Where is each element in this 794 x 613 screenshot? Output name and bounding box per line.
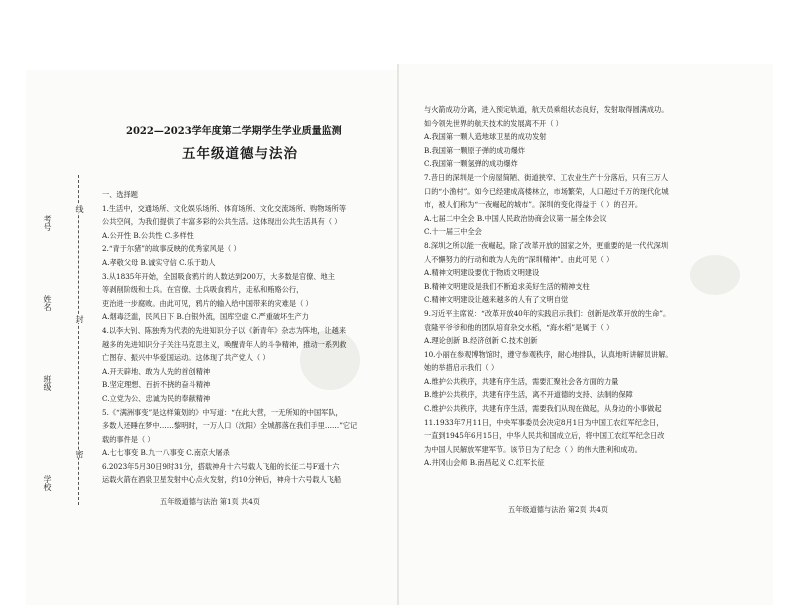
right-line: 市，被人们称为“一夜崛起的城市”。深圳的变化得益于（ ）的召开。: [424, 200, 643, 210]
seal-mark-xian: 线: [75, 205, 84, 213]
page-footer-left: 五年级道德与法治 第1页 共4页: [160, 497, 260, 506]
right-line: 8.深圳之所以能一夜崛起，除了改革开放的国家之外，更重要的是一代代深圳: [424, 240, 669, 250]
right-line: B.我国第一颗原子弹的成功爆炸: [424, 145, 526, 155]
right-line: A.七届二中全会 B.中国人民政治协商会议第一届全体会议: [424, 213, 607, 223]
school-label: 学校: [43, 475, 52, 491]
left-line: 载的事件是（ ）: [102, 434, 155, 444]
left-line: B.坚定理想、百折不挠的奋斗精神: [102, 380, 211, 390]
left-line: 吏治进一步腐败。由此可见，鸦片的输入给中国带来的灾难是（ ）: [102, 298, 313, 308]
left-line: 1.生活中，交通场所、文化娱乐场所、体育场所、文化交流场所、购物场所等: [102, 203, 347, 213]
right-line: C.精神文明建设让越来越多的人有了文明自觉: [424, 295, 569, 305]
left-line: A.公开性 B.公共性 C.多样性: [102, 230, 194, 240]
right-line: 7.昔日的深圳是一个房屋简陋、街道狭窄、工农业生产十分落后，只有三万人: [424, 172, 669, 182]
right-line: 11.1933年7月11日，中央军事委员会决定8月1日为中国工农红军纪念日，: [424, 417, 664, 427]
right-line: 如今领先世界的航天技术的发展离不开（ ）: [424, 118, 563, 128]
right-line: A.精神文明建设要优于物质文明建设: [424, 268, 540, 278]
right-line: 与火箭成功分离，进入预定轨道，航天员乘组状态良好，发射取得圆满成功。: [424, 105, 669, 114]
exam-number-label: 考号: [43, 215, 52, 231]
right-line: B.维护公共秩序，共建有序生活，离不开道德的支持、法制的保障: [424, 390, 633, 400]
class-label: 班级: [43, 375, 52, 391]
right-line: B.精神文明建设是我们不断追求美好生活的精神支柱: [424, 281, 590, 291]
left-line: 等剥削阶级和士兵。在官僚、士兵吸食鸦片，走私和贿赂公行，: [102, 285, 304, 295]
subject-title: 五年级道德与法治: [182, 146, 298, 162]
exam-title: 2022—2023学年度第二学期学生学业质量监测: [126, 126, 342, 137]
right-line: 9.习近平主席说：“改革开放40年的实践启示我们：创新是改革开放的生命”。: [424, 308, 671, 318]
right-line: C.十一届三中全会: [424, 227, 482, 237]
left-line: C.立党为公、忠诚为民的奉献精神: [102, 393, 211, 403]
page-fold: [397, 64, 399, 605]
right-line: 为中国人民解放军建军节。该节日为了纪念（ ）的伟大胜利和成功。: [424, 444, 642, 454]
right-line: 口的“小渔村”。如今已经建成高楼林立，市场繁荣，人口超过千万的现代化城: [424, 186, 669, 196]
right-line: 她的举措启示我们（ ）: [424, 363, 499, 373]
right-line: 一直到1945年6月15日，中华人民共和国成立后，将中国工农红军纪念日改: [424, 431, 665, 441]
right-line: A.我国第一颗人造地球卫星的成功发射: [424, 132, 547, 142]
left-line: 多数人还睡在梦中……黎明时，一万人口（沈阳）全城都落在我们手里……”它记: [102, 421, 358, 431]
left-line: 5.《“满洲事变”是这样策划的》中写道：“在此大营，一无所知的中国军队，: [102, 407, 343, 417]
right-line: A.理论创新 B.经济创新 C.技术创新: [424, 336, 538, 346]
left-question-column: [102, 188, 370, 487]
left-line: 运载火箭在酒泉卫星发射中心点火发射，约10分钟后，神舟十六号载人飞船: [102, 475, 342, 485]
right-line: 袁隆平爷爷和他的团队培育杂交水稻，“海水稻”是属于（ ）: [424, 322, 614, 332]
left-line: 一、选择题: [102, 190, 138, 199]
seal-mark-feng: 封: [75, 315, 84, 323]
left-line: A.七七事变 B.九一八事变 C.南京大屠杀: [102, 448, 230, 458]
left-line: 4.以李大钊、陈独秀为代表的先进知识分子以《新青年》杂志为阵地，让越来: [102, 325, 347, 335]
right-line: 人不懈努力的行动和敢为人先的“深圳精神”。由此可见（ ）: [424, 254, 614, 264]
left-line: 6.2023年5月30日9时31分，搭载神舟十六号载人飞船的长征二号F遥十六: [102, 461, 340, 471]
right-line: A.维护公共秩序，共建有序生活，需要汇聚社会各方面的力量: [424, 376, 619, 386]
right-line: 10.小丽在参观博物馆时，遵守参观秩序，耐心地排队，认真地听讲解员讲解。: [424, 349, 673, 359]
right-line: C.我国第一颗氢弹的成功爆炸: [424, 159, 518, 169]
left-line: 越多的先进知识分子关注马克思主义，唤醒青年人的斗争精神，推动一系列救: [102, 339, 347, 349]
page-footer-right: 五年级道德与法治 第2页 共4页: [508, 505, 608, 514]
name-label: 姓名: [43, 295, 52, 311]
left-line: 亡图存、振兴中华爱国运动。这体现了共产党人（ ）: [102, 353, 270, 363]
right-line: C.维护公共秩序，共建有序生活，需要我们从现在做起，从身边的小事做起: [424, 404, 662, 414]
left-line: 2.“青于尔猪”的故事反映的优秀家风是（ ）: [102, 244, 241, 254]
left-line: 公共空间，为我们提供了丰富多彩的公共生活。这体现出公共生活具有（ ）: [102, 217, 342, 227]
right-line: A.井冈山会师 B.南昌起义 C.红军长征: [424, 458, 545, 468]
left-line: A.烟毒泛滥，民风日下 B.白银外流，国库空虚 C.严重破坏生产力: [102, 312, 309, 322]
left-line: A.开天辟地、敢为人先的首创精神: [102, 366, 211, 376]
left-line: A.孝敬父母 B.诚实守信 C.乐于助人: [102, 257, 216, 267]
left-line: 3.从1835年开始，全国吸食鸦片的人数达到200万，大多数是官僚、地主: [102, 271, 335, 281]
right-question-column: [424, 103, 734, 470]
seal-mark-mi: 密: [75, 450, 84, 458]
binding-margin: [30, 175, 90, 505]
